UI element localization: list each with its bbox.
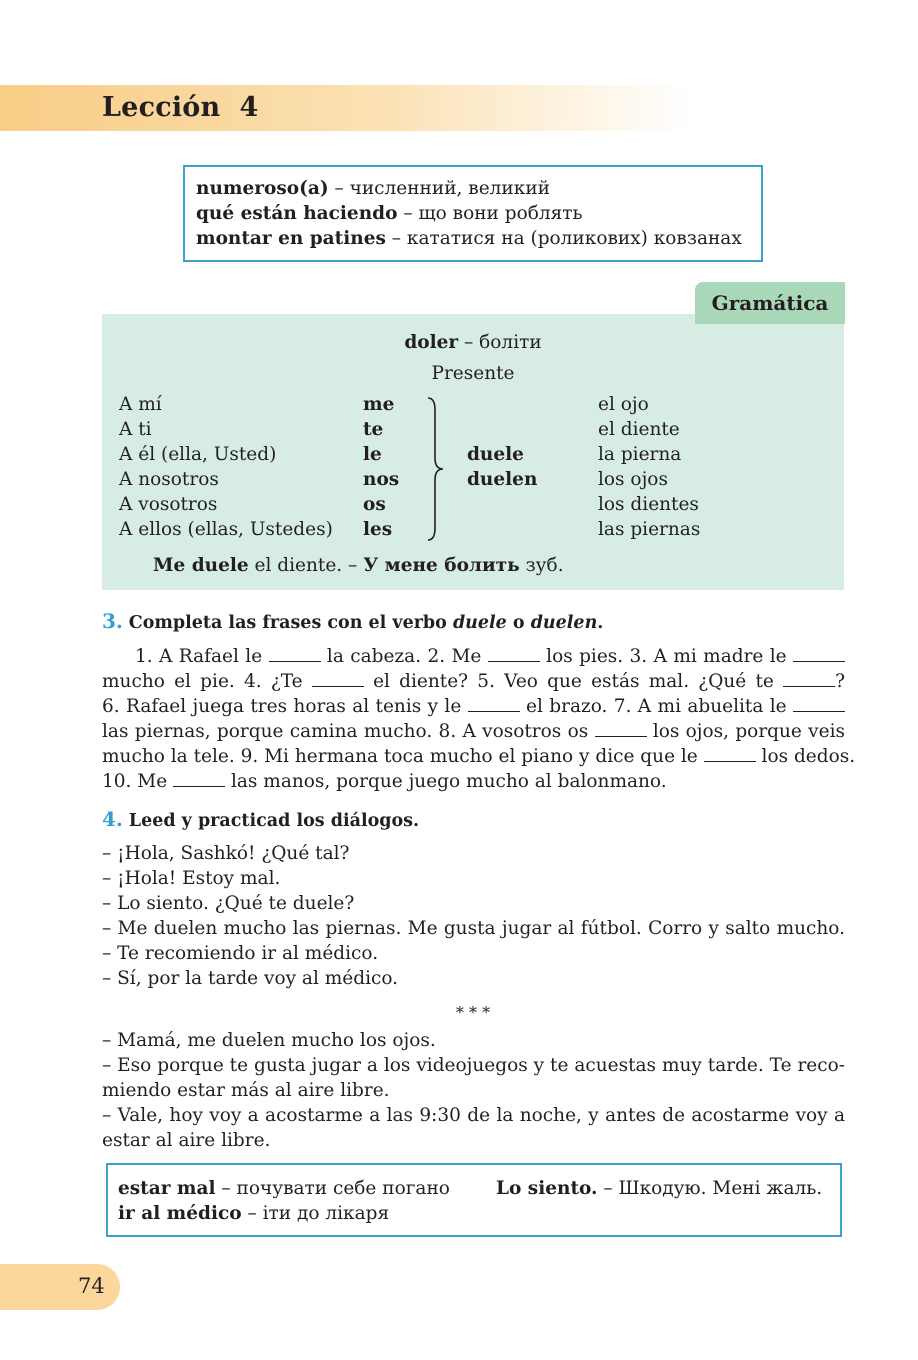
vocab-term: qué están haciendo	[196, 203, 398, 224]
fill-blank[interactable]	[595, 720, 647, 737]
example-bold: У мене болить	[363, 555, 520, 576]
dialog-line: – Me duelen mucho las piernas. Me gusta jugar al fútbol. Corro y salto mucho.	[102, 918, 845, 939]
text-run: ?	[835, 671, 845, 692]
grammar-object: el diente	[598, 419, 680, 440]
fill-blank[interactable]	[704, 745, 756, 762]
grammar-subject: A nosotros	[119, 469, 219, 490]
text-run: el brazo. 7. A mi abuelita le	[519, 696, 793, 717]
exercise-number: 3.	[102, 609, 123, 633]
vocab-translation: – Шкодую. Мені жаль.	[597, 1178, 823, 1199]
exercise-line	[102, 644, 845, 669]
exercise-line	[102, 694, 845, 719]
grammar-pronoun: os	[363, 494, 386, 515]
text-run: los pies. 3. A mi madre le	[539, 646, 793, 667]
vocab-entry	[118, 1176, 450, 1201]
exercise-3-heading	[102, 609, 603, 636]
grammar-subject: A mí	[119, 394, 162, 415]
vocab-translation: – почувати себе погано	[215, 1178, 450, 1199]
grammar-subject: A él (ella, Usted)	[119, 444, 277, 465]
lesson-title: Lección 4	[102, 92, 259, 123]
grammar-example	[153, 553, 564, 578]
vocabulary-box-top	[183, 165, 763, 262]
fill-blank[interactable]	[173, 770, 225, 787]
grammar-pronoun: te	[363, 419, 384, 440]
text-run: 1. A Rafael le	[135, 646, 269, 667]
exercise-number: 4.	[102, 807, 123, 831]
fill-blank[interactable]	[269, 645, 321, 662]
exercise-title-part: Completa las frases con el verbo	[128, 613, 453, 633]
vocab-term: ir al médico	[118, 1203, 242, 1224]
grammar-pronoun: les	[363, 519, 393, 540]
dialog-line: – Vale, hoy voy a acostarme a las 9:30 de la noche, y antes de acostarme voy a	[102, 1105, 845, 1126]
text-run: los ojos, porque veis	[646, 721, 845, 742]
dialog-line: miendo estar más al aire libre.	[102, 1080, 390, 1101]
grammar-tense: Presente	[431, 363, 515, 384]
dialog-separator: * * *	[455, 1003, 491, 1022]
grammar-verb-translation: – боліти	[458, 332, 542, 353]
dialog-line: – ¡Hola! Estoy mal.	[102, 868, 281, 889]
grammar-subject: A vosotros	[119, 494, 218, 515]
grammar-object: la pierna	[598, 444, 682, 465]
page-number: 74	[78, 1274, 105, 1298]
dialog-line: – Mamá, me duelen mucho los ojos.	[102, 1030, 436, 1051]
vocab-term: Lo siento.	[496, 1178, 598, 1199]
exercise-title: Leed y practicad los diálogos.	[128, 811, 420, 831]
grammar-object: los dientes	[598, 494, 699, 515]
exercise-title-part: .	[597, 613, 604, 633]
text-run: 10. Me	[102, 771, 174, 792]
exercise-line	[102, 669, 845, 694]
text-run: mucho el pie. 4. ¿Te	[102, 671, 312, 692]
grammar-verb-form: duelen	[467, 469, 538, 490]
fill-blank[interactable]	[793, 645, 845, 662]
vocab-translation: – іти до лікаря	[241, 1203, 390, 1224]
vocab-translation: – численний, великий	[328, 178, 550, 199]
dialog-line: – Te recomiendo ir al médico.	[102, 943, 379, 964]
grammar-pronoun: me	[363, 394, 395, 415]
grammar-pronoun: le	[363, 444, 382, 465]
example-text: зуб.	[519, 555, 564, 576]
fill-blank[interactable]	[312, 670, 364, 687]
exercise-line	[102, 769, 845, 794]
grammar-object: el ojo	[598, 394, 649, 415]
curly-brace-icon	[424, 396, 448, 542]
text-run: el diente? 5. Veo que estás mal. ¿Qué te	[363, 671, 784, 692]
vocabulary-box-bottom	[106, 1163, 842, 1237]
exercise-title-part: duelen	[530, 613, 598, 633]
fill-blank[interactable]	[468, 695, 520, 712]
vocab-entry	[196, 176, 761, 201]
grammar-subject: A ti	[119, 419, 152, 440]
grammar-verb-heading	[404, 330, 541, 355]
exercise-title-part: o	[506, 613, 531, 633]
exercise-title	[129, 613, 604, 633]
dialog-line: – Sí, por la tarde voy al médico.	[102, 968, 399, 989]
fill-blank[interactable]	[783, 670, 835, 687]
vocab-entry	[196, 201, 761, 226]
vocab-entry	[118, 1201, 389, 1226]
vocab-translation: – що вони роблять	[397, 203, 583, 224]
dialog-line: – Eso porque te gusta jugar a los videojuegos y te acuestas muy tarde. Te reco-	[102, 1055, 845, 1076]
dialog-line: – Lo siento. ¿Qué te duele?	[102, 893, 355, 914]
grammar-subject: A ellos (ellas, Ustedes)	[119, 519, 333, 540]
vocab-translation: – кататися на (роликових) ковзанах	[385, 228, 742, 249]
grammar-pronoun: nos	[363, 469, 400, 490]
vocab-entry	[196, 226, 761, 251]
dialog-line: – ¡Hola, Sashkó! ¿Qué tal?	[102, 843, 350, 864]
exercise-3-text	[102, 644, 856, 794]
exercise-title-part: duele	[452, 613, 507, 633]
exercise-4-heading	[102, 807, 419, 834]
grammar-object: los ojos	[598, 469, 668, 490]
grammar-verb: doler	[404, 332, 459, 353]
vocab-term: numeroso(a)	[196, 178, 329, 199]
example-text: el diente. –	[248, 555, 364, 576]
fill-blank[interactable]	[488, 645, 540, 662]
fill-blank[interactable]	[793, 695, 845, 712]
example-bold: Me duele	[153, 555, 249, 576]
vocab-term: estar mal	[118, 1178, 216, 1199]
grammar-verb-form: duele	[467, 444, 524, 465]
text-run: 6. Rafael juega tres horas al tenis y le	[102, 696, 468, 717]
exercise-line	[102, 719, 845, 744]
text-run: mucho la tele. 9. Mi hermana toca mucho el piano y dice que le	[102, 746, 704, 767]
text-run: las piernas, porque camina mucho. 8. A vosotros os	[102, 721, 595, 742]
text-run: la cabeza. 2. Me	[320, 646, 488, 667]
exercise-line	[102, 744, 856, 769]
vocab-entry	[496, 1176, 822, 1201]
text-run: las manos, porque juego mucho al balonmano.	[225, 771, 667, 792]
grammar-tab: Gramática	[695, 282, 845, 324]
grammar-object: las piernas	[598, 519, 701, 540]
text-run: los dedos.	[755, 746, 856, 767]
dialog-line: estar al aire libre.	[102, 1130, 271, 1151]
vocab-term: montar en patines	[196, 228, 386, 249]
